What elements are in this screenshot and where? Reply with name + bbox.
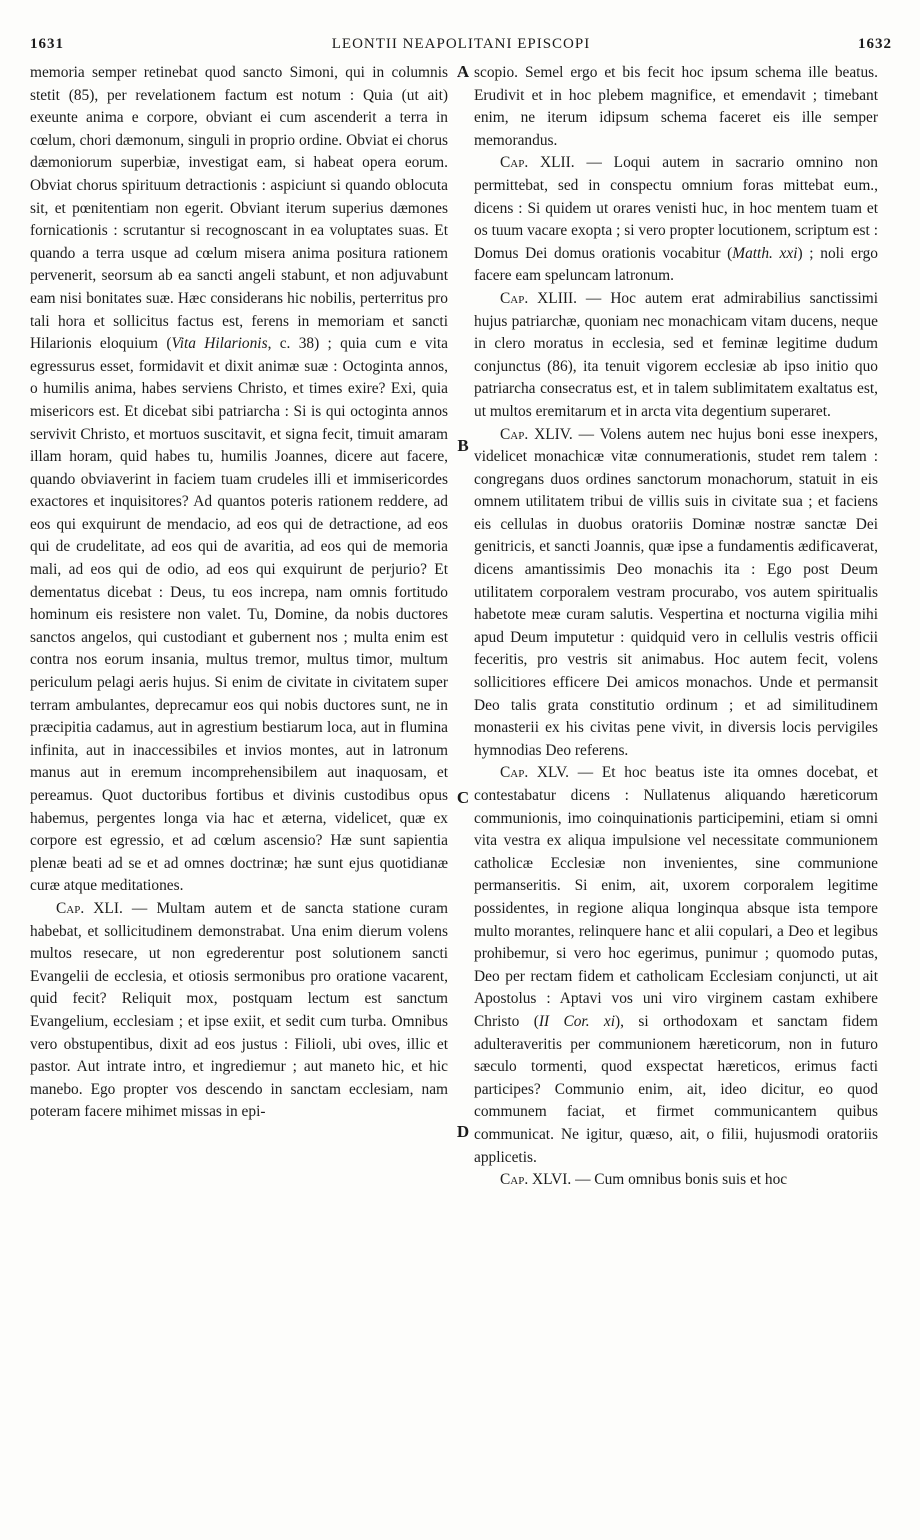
chapter-text: — Loqui autem in sacrario omnino non permittebat, sed in conspectu omnium foras mittebat eum., dicens : Si quidem ut orares venisti huc, in hoc mentem tuam et os tuum vacare exopta ; si vero propter locutionem, scriptum est : Domus Dei domus orationis vocabitur ( <box>474 154 878 262</box>
margin-letter-c: C <box>456 788 470 807</box>
chapter-46 <box>474 1169 878 1192</box>
page-number-right: 1632 <box>858 36 892 52</box>
chapter-text: — Volens autem nec hujus boni esse inexpers, videlicet monachicæ vitæ connumerationis, studet rem talem : congregans duos ordines sanctorum monachorum, statuit in eis omnem utilitatem tribui de villis suis in civitate sua ; et faciens eis cellulas in duobus oratoriis Dominæ nostræ sanctæ Dei genitricis, et sancti Joannis, quæ ipse a fundamentis ædificaverat, dicens amantissimis Deo monachis ita : Ego post Deum utilitatem corporalem vestram procurabo, vos autem spiritualis habetote meæ curam salutis. Vespertina et nocturna vigilia mihi apud Deum imputetur : quidquid vero in cellulis vestris officii feceritis, pro vestris sit animabus. Hoc autem fecit, volens sollicitiores efficere Dei amicos monachos. Unde et permansit Deo talis grata constitutio ordinum ; et ad similitudinem monasterii ex his civitas pene vivit, in diversis locis pervigiles hymnodias Deo referens. <box>474 425 878 759</box>
chapter-42 <box>474 152 878 288</box>
chapter-text: ), si orthodoxam et sanctam fidem adulteraveritis per communionem hæreticorum, non in futuro sæculo tormenti, quod exspectat hæreticos, erimus facti participes? Communio enim, ait, ideo dicitur, eo quod communem faciat, et firmet communicantem quibus communicat. Ne igitur, quæso, ait, o filii, hujusmodi oratoriis applicetis. <box>474 1012 878 1166</box>
chapter-45 <box>474 762 878 1169</box>
page-number-left: 1631 <box>30 36 64 52</box>
running-title: LEONTII NEAPOLITANI EPISCOPI <box>331 36 591 52</box>
chapter-44 <box>474 424 878 763</box>
chapter-text: — Multam autem et de sancta statione curam habebat, et sollicitudinem demonstrabat. Una enim dierum volens multos resecare, ut non egrederentur post solutionem sancti Evangelii de ecclesia, et otiosis sermonibus pro oratione vacarent, quid fecit? Reliquit mox, postquam lectum est sanctum Evangelium, ecclesiam ; et ipse exiit, et sedit cum turba. Omnibus vero obstupentibus, dixit ad eos justus : Filioli, ubi oves, illic et pastor. Aut intrate intro, et ingrediemur ; aut maneto hic, et hic manebo. Ego propter vos descendo in sanctam ecclesiam, nam poteram facere mihimet missas in epi- <box>30 899 448 1121</box>
chapter-label: Cap. XLI. <box>56 899 123 917</box>
paragraph-text: memoria semper retinebat quod sancto Simoni, qui in columnis stetit (85), per revelationem factum est notum : Quia (ut ait) exeunte anima e corpore, obviant ei cum ascenderit a terra in cœlum, chori dæmonum, singuli in proprio ordine. Obviat ei chorus dæmoniorum superbiæ, investigat eam, si habeat opera eorum. Obviat chorus spirituum detractionis : aspiciunt si quando oblocuta sit, et pœnitentiam non egerit. Obviant iterum superius dæmones fornicationis : scrutantur si recognoscant in ea voluptates suas. Et quando a terra usque ad cœlum misera anima positura rationem pervenerit, seorsum ab ea sancti angeli stabunt, et non adjuvabunt eam nisi bonitates suæ. Hæc considerans hic nobilis, perterritus pro tali hora et sollicitus factus est, ferens in memoriam et sancti Hilarionis eloquium ( <box>30 64 448 353</box>
chapter-label: Cap. XLV. <box>500 764 569 782</box>
chapter-43 <box>474 288 878 424</box>
chapter-text: — Et hoc beatus iste ita omnes docebat, et contestabatur dicens : Nullatenus aliquando hæreticorum communionis, imo coinquinationis participemini, etiam si omni vita vestra ex aliqua impulsione vel necessitate communionem catholicæ Ecclesiæ non invenientes, sine communione permanseritis. Si enim, ait, uxorem corporalem legitime possidentes, in regione aliqua longinqua absque ista tempore multo morantes, relinquere hanc et alii copulari, a Deo et legibus prohibemur, si vero hoc egerimus, punimur ; quomodo putas, Deo per rectam fidem et catholicam Ecclesiam conjuncti, ut ait Apostolus : Aptavi vos uni viro virginem castam exhibere Christo ( <box>474 764 878 1030</box>
paragraph-text: scopio. Semel ergo et bis fecit hoc ipsum schema ille beatus. Erudivit et in hoc plebem magnifice, et emendavit ; timebant enim, ne iterum idipsum schema faceret eis ille semper memorandus. <box>474 64 878 149</box>
chapter-text: ) ; noli ergo facere eam speluncam latronum. <box>474 244 878 285</box>
paragraph-text: , c. 38) ; quia cum e vita egressurus esset, formidavit et dixit animæ suæ : Octoginta annos, o humilis anima, habes serviens Christo, et times exire? Exi, quia misericors est. Et dicebat sibi patriarcha : Si is qui octoginta annos servivit Christo, et mortuos suscitavit, et signa fecit, timuit amaram illam horam, quid habes tu, humilis Joannes, dicere aut facere, quando obviaverint in faciem tuam crudeles illi et immisericordes exactores et inquisitores? Ad quantos poteris rationem reddere, ad eos qui exquirunt de mendacio, ad eos qui de detractione, ad eos qui de crudelitate, ad eos qui de avaritia, ad eos qui de memoria mali, ad eos qui de odio, ad eos qui exquirunt de perjurio? Et dementatus dicebat : Deus, tu eos increpa, nam omnis fortitudo hominum eis resistere non valet. Tu, Domine, da nobis ductores sanctos angelos, qui custodiant et gubernent nos ; multa enim est contra nos eorum insania, multus tremor, multus timor, multum periculum pelagi aeris hujus. Si enim de civitate in civitatem super terram ambulantes, deprecamur eos qui nobis ductores sunt, ne in præcipitia cadamus, aut in agrestium bestiarum loca, aut in flumina infinita, aut in inaccessibiles et invios montes, aut in latronum manus aut in eremum incomprehensibilem aut inaquosam, et pereamus. Quot ductoribus fortibus et divinis custodibus opus habemus, pergentes longa via hac et æterna, videlicet, quæ ex corpore est egressio, et ad cœlum ascensio? Hæ sunt sapientia plenæ beati ad se et ad omnes doctrinæ; hæ sunt ejus quotidianæ curæ atque meditationes. <box>30 335 448 895</box>
chapter-label: Cap. XLII. <box>500 154 575 172</box>
chapter-label: Cap. XLIII. <box>500 289 577 307</box>
chapter-text: — Hoc autem erat admirabilius sanctissimi hujus patriarchæ, quoniam nec monachicam vitam ducens, neque in clero moratus in ecclesia, sed et feminæ legitime dudum conjunctus (86), ita tenuit vigorem ecclesiæ ab ipso initio quo patriarcha consecratus est, et in talem sublimitatem exaltatus est, ut multos eremitarum et in arcta vita degentium superaret. <box>474 289 878 420</box>
chapter-label: Cap. XLVI. <box>500 1171 572 1189</box>
margin-letter-d: D <box>456 1122 470 1141</box>
chapter-label: Cap. XLIV. <box>500 425 573 443</box>
citation: II Cor. xi <box>538 1012 616 1030</box>
citation: Vita Hilarionis <box>171 335 268 353</box>
running-header <box>30 36 892 60</box>
citation: Matth. xxi <box>732 244 798 262</box>
chapter-41 <box>30 898 448 1124</box>
margin-letter-b: B <box>457 436 469 455</box>
paragraph <box>30 62 448 898</box>
paragraph <box>474 62 878 152</box>
right-column <box>474 62 878 1192</box>
margin-letter-a: A <box>456 62 470 81</box>
left-column <box>30 62 448 1124</box>
chapter-text: — Cum omnibus bonis suis et hoc <box>571 1171 788 1189</box>
